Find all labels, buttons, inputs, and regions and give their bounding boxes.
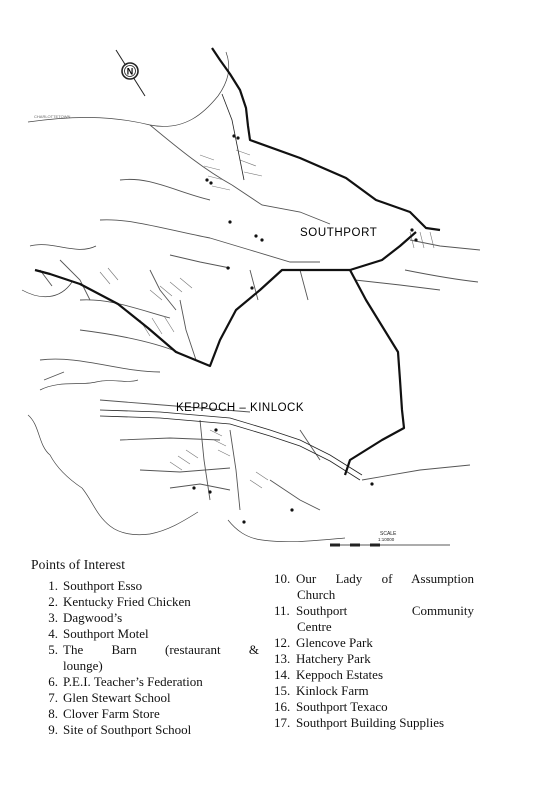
poi-item: 9. Site of Southport School (44, 722, 259, 738)
poi-name: Dagwood’s (63, 610, 123, 625)
poi-item: 14. Keppoch Estates (274, 667, 474, 683)
shoreline (22, 52, 345, 542)
southport-label: SOUTHPORT (300, 227, 378, 239)
poi-name: Clover Farm Store (63, 706, 160, 721)
north-arrow-icon (116, 50, 145, 96)
poi-list-left (44, 578, 259, 738)
poi-name: Glencove Park (296, 635, 373, 650)
scale-ratio: 1:10000 (378, 537, 395, 542)
poi-name: P.E.I. Teacher’s Federation (63, 674, 203, 689)
poi-name: Southport Building Supplies (296, 715, 445, 730)
poi-name: The Barn (restaurant & (63, 642, 259, 657)
poi-name: Southport Motel (63, 626, 149, 641)
poi-item: 2. Kentucky Fried Chicken (44, 594, 259, 610)
scale-label: SCALE (380, 531, 397, 537)
poi-item: 13. Hatchery Park (274, 651, 474, 667)
street-blocks (100, 150, 434, 488)
poi-item: 8. Clover Farm Store (44, 706, 259, 722)
poi-name: Southport Community (296, 603, 474, 618)
poi-item: 7. Glen Stewart School (44, 690, 259, 706)
poi-item-continuation: Centre (297, 619, 332, 634)
poi-list-right (274, 571, 474, 731)
legend-title: Points of Interest (31, 557, 126, 572)
poi-item: 1. Southport Esso (44, 578, 259, 594)
poi-item: 3. Dagwood’s (44, 610, 259, 626)
poi-item: 15. Kinlock Farm (274, 683, 474, 699)
north-label: N (126, 66, 134, 77)
poi-item-continuation: Church (297, 587, 336, 602)
poi-name: Hatchery Park (296, 651, 371, 666)
poi-item: 6. P.E.I. Teacher’s Federation (44, 674, 259, 690)
poi-name: Southport Texaco (296, 699, 388, 714)
poi-item: 12. Glencove Park (274, 635, 474, 651)
poi-name: Southport Esso (63, 578, 143, 593)
poi-item: 16. Southport Texaco (274, 699, 474, 715)
roads (40, 125, 480, 510)
poi-name: Site of Southport School (63, 722, 192, 737)
keppoch-kinlock-label: KEPPOCH – KINLOCK (176, 402, 305, 414)
poi-item: 17. Southport Building Supplies (274, 715, 474, 731)
charlottetown-label: CHARLOTTETOWN (34, 114, 71, 119)
poi-name: Glen Stewart School (63, 690, 171, 705)
scale-bar (330, 531, 450, 547)
poi-name: Keppoch Estates (296, 667, 384, 682)
poi-name: Kentucky Fried Chicken (63, 594, 191, 609)
poi-name: Our Lady of Assumption (296, 571, 474, 586)
poi-item-continuation: lounge) (63, 658, 103, 673)
poi-item: 5. The Barn (restaurant & (48, 642, 259, 657)
poi-name: Kinlock Farm (296, 683, 369, 698)
highway (100, 94, 362, 480)
poi-item: 4. Southport Motel (44, 626, 259, 642)
poi-item: 10. Our Lady of Assumption (274, 571, 474, 586)
poi-item: 11. Southport Community (274, 603, 474, 618)
